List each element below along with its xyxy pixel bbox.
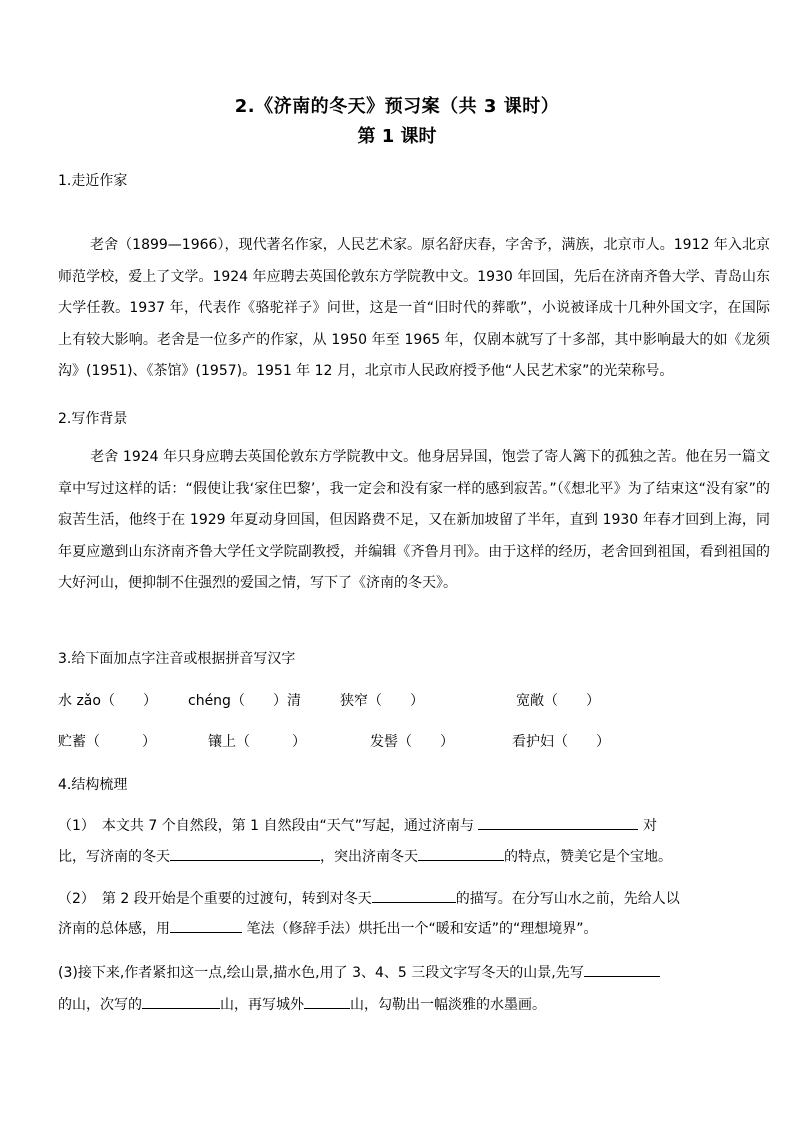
background-paragraph (58, 442, 770, 600)
pinyin-row-1 (58, 690, 770, 710)
question-1-line-2 (58, 846, 770, 866)
pinyin-item[interactable]: 镶上（ ） (208, 734, 306, 750)
answer-blank[interactable] (478, 815, 638, 830)
q3-text-d: 山，勾勒出一幅淡雅的水墨画。 (350, 997, 546, 1013)
pinyin-item[interactable]: chéng（ ）清 (188, 693, 301, 709)
q2-text-d: 笔法（修辞手法）烘托出一个“暖和安适”的“理想境界”。 (246, 921, 598, 937)
section-heading-background: 2.写作背景 (58, 411, 128, 427)
q2-text-c: 济南的总体感，用 (58, 921, 170, 937)
question-2-line-2 (58, 918, 770, 938)
q1-text-a: （1） 本文共 7 个自然段，第 1 自然段由“天气”写起，通过济南与 (58, 818, 475, 834)
q1-text-d: ，突出济南冬天 (320, 849, 418, 865)
answer-blank[interactable] (170, 846, 320, 861)
pinyin-item[interactable]: 狭窄（ ） (340, 693, 424, 709)
answer-blank[interactable] (142, 994, 220, 1009)
question-3-line-1 (58, 962, 770, 982)
q1-text-e: 的特点，赞美它是个宝地。 (504, 849, 672, 865)
pinyin-item[interactable]: 看护妇（ ） (512, 734, 610, 750)
page-title: 2.《济南的冬天》预习案（共 3 课时） (234, 96, 560, 117)
lesson-subtitle: 第 1 课时 (357, 126, 437, 147)
section-heading-author: 1.走近作家 (58, 173, 128, 189)
pinyin-row-2 (58, 731, 770, 751)
answer-blank[interactable] (372, 888, 456, 903)
question-2-line-1 (58, 888, 770, 908)
author-text: 老舍（1899—1966），现代著名作家，人民艺术家。原名舒庆春，字舍予，满族，北京市人。1912 年入北京师范学校，爱上了文学。1924 年应聘去英国伦敦东方学院教中文。1930 年回国，先后在济南齐鲁大学、青岛山东大学任教。1937 年，代表作《骆驼祥子》问世，这是一首“旧时代的葬歌”，小说被译成十几种外国文字，在国际上有较大影响。老舍是一位多产的作家，从 1950 年至 1965 年，仅剧本就写了十多部，其中影响最大的如《龙须沟》(1951)、《茶馆》(1957)。1951 年 12 月，北京市人民政府授予他“人民艺术家”的光荣称号。 (58, 237, 770, 379)
q3-text-c: 山，再写城外 (220, 997, 304, 1013)
q1-text-c: 比，写济南的冬天 (58, 849, 170, 865)
answer-blank[interactable] (170, 918, 242, 933)
pinyin-item[interactable]: 水 zǎo（ ） (58, 693, 157, 709)
q3-text-b: 的山，次写的 (58, 997, 142, 1013)
pinyin-item[interactable]: 贮蓄（ ） (58, 734, 156, 750)
pinyin-item[interactable]: 宽敞（ ） (516, 693, 600, 709)
question-3-line-2 (58, 994, 770, 1014)
answer-blank[interactable] (304, 994, 350, 1009)
background-text: 老舍 1924 年只身应聘去英国伦敦东方学院教中文。他身居异国，饱尝了寄人篱下的孤独之苦。他在另一篇文章中写过这样的话：“假使让我‘家住巴黎’，我一定会和没有家一样的感到寂苦。”（《想北平》为了结束这“没有家”的寂苦生活，他终于在 1929 年夏动身回国，但因路费不足，又在新加坡留了半年，直到 1930 年春才回到上海，同年夏应邀到山东济南齐鲁大学任文学院副教授，并编辑《齐鲁月刊》。由于这样的经历，老舍回到祖国，看到祖国的大好河山，便抑制不住强烈的爱国之情，写下了《济南的冬天》。 (58, 449, 770, 591)
q2-text-b: 的描写。在分写山水之前，先给人以 (455, 891, 680, 907)
q1-text-b: 对 (642, 818, 657, 834)
answer-blank[interactable] (418, 846, 504, 861)
question-1-line-1 (58, 815, 770, 835)
section-heading-pinyin: 3.给下面加点字注音或根据拼音写汉字 (58, 651, 296, 667)
pinyin-item[interactable]: 发髻（ ） (370, 734, 454, 750)
section-heading-structure: 4.结构梳理 (58, 777, 128, 793)
q3-text-a: (3)接下来,作者紧扣这一点,绘山景,描水色,用了 3、4、5 三段文字写冬天的山景,先写 (58, 965, 584, 981)
author-paragraph (58, 230, 770, 388)
q2-text-a: （2） 第 2 段开始是个重要的过渡句，转到对冬天 (58, 891, 372, 907)
answer-blank[interactable] (584, 962, 660, 977)
